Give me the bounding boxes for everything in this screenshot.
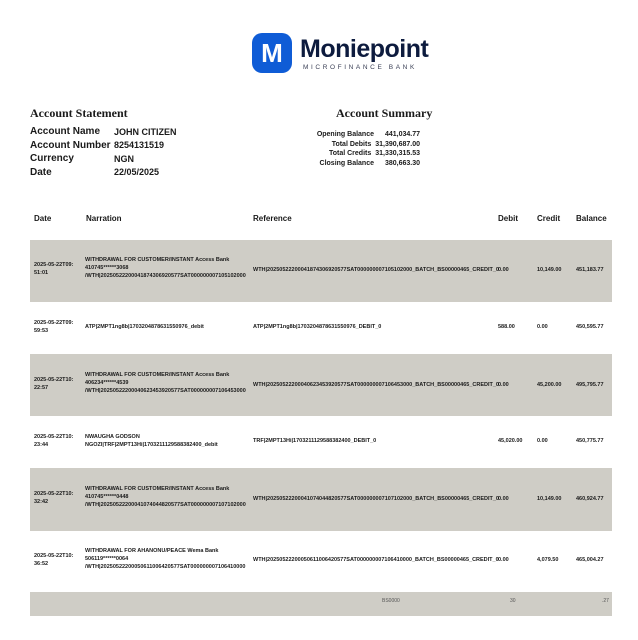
table-row (30, 531, 612, 591)
summary-value: 31,390,687.00 (375, 140, 420, 148)
row-narration: WITHDRAWAL FOR CUSTOMER/INSTANT Access Bank (85, 486, 230, 492)
row-narration: /WTH|20250522200041874306920577SAT000000007105102000 (85, 273, 246, 279)
table-row-partial (30, 592, 612, 616)
row-date: 2025-05-22T10: (34, 491, 74, 497)
account-statement-title: Account Statement (30, 106, 128, 120)
partial-debit: 30 (510, 598, 516, 604)
row-reference: WTH|20250522200040623453920577SAT000000007106453000_BATCH_BS00000465_CREDIT_0 (253, 382, 499, 388)
row-reference: WTH|20250522200050611006420577SAT000000007106410000_BATCH_BS00000465_CREDIT_0 (253, 557, 499, 563)
row-credit: 45,200.00 (537, 382, 562, 388)
row-debit: 0.00 (498, 267, 509, 273)
summary-label: Total Credits (328, 150, 372, 158)
header-date: Date (34, 214, 52, 223)
table-row (30, 240, 612, 302)
summary-row (300, 149, 420, 159)
summary-row (300, 159, 420, 169)
row-credit: 10,149.00 (537, 496, 562, 502)
info-label: Date (30, 166, 52, 178)
row-date: 2025-05-22T10: (34, 553, 74, 559)
logo-subtitle: MICROFINANCE BANK (303, 63, 417, 71)
row-date: 2025-05-22T10: (34, 377, 74, 383)
row-reference: WTH|20250522200041074044820577SAT000000007107102000_BATCH_BS00000465_CREDIT_0 (253, 496, 499, 502)
row-credit: 10,149.00 (537, 267, 562, 273)
row-time: 22:57 (34, 385, 49, 391)
row-narration: /WTH|20250522200040623453920577SAT000000007106453000 (85, 388, 246, 394)
row-narration: WITHDRAWAL FOR AHANONU/PEACE Wema Bank (85, 548, 219, 554)
account-number-row (30, 139, 177, 153)
row-debit: 0.00 (498, 496, 509, 502)
summary-row (300, 130, 420, 140)
summary-value: 31,330,315.53 (375, 150, 420, 158)
info-value: JOHN CITIZEN (114, 126, 177, 137)
header-debit: Debit (498, 214, 518, 223)
row-time: 36:52 (34, 561, 49, 567)
summary-label: Closing Balance (319, 159, 374, 167)
row-date: 2025-05-22T09: (34, 262, 74, 268)
row-narration: ATP|2MPT1ng8b|1703204878631550976_debit (85, 324, 204, 330)
table-row (30, 416, 612, 468)
table-row (30, 468, 612, 531)
logo-name: Moniepoint (300, 34, 429, 63)
info-label: Currency (30, 153, 74, 165)
summary-value: 380,663.30 (384, 159, 420, 167)
row-balance: 451,183.77 (576, 267, 604, 273)
partial-ref: BS0000 (382, 598, 400, 604)
row-time: 59:53 (34, 328, 49, 334)
table-row (30, 354, 612, 416)
partial-balance: .27 (602, 598, 609, 604)
moniepoint-logo (252, 31, 428, 75)
row-time: 51:01 (34, 270, 49, 276)
row-narration: 410745******3068 (85, 265, 129, 271)
row-reference: TRF|2MPT13Hi|1703211129588382400_DEBIT_0 (253, 438, 377, 444)
row-time: 23:44 (34, 442, 49, 448)
header-narration: Narration (86, 214, 122, 223)
row-reference: WTH|20250522200041874306920577SAT000000007105102000_BATCH_BS00000465_CREDIT_0 (253, 267, 499, 273)
row-debit: 0.00 (498, 557, 509, 563)
header-reference: Reference (253, 214, 292, 223)
summary-label: Total Debits (331, 140, 372, 148)
row-narration: /WTH|20250522200050611006420577SAT000000007106410000 (85, 564, 246, 570)
row-narration: WITHDRAWAL FOR CUSTOMER/INSTANT Access Bank (85, 257, 230, 263)
row-narration: 406234******4539 (85, 380, 129, 386)
info-label: Account Name (30, 126, 101, 138)
row-debit: 45,020.00 (498, 438, 523, 444)
row-narration: NGOZI|TRF|2MPT13Hi|1703211129588382400_debit (85, 442, 218, 448)
row-balance: 450,775.77 (576, 438, 604, 444)
row-narration: WITHDRAWAL FOR CUSTOMER/INSTANT Access Bank (85, 372, 230, 378)
table-row (30, 302, 612, 354)
summary-value: 441,034.77 (384, 131, 420, 139)
row-time: 32:42 (34, 499, 49, 505)
currency-row (30, 152, 177, 166)
row-balance: 450,595.77 (576, 324, 604, 330)
row-credit: 0.00 (537, 324, 548, 330)
row-date: 2025-05-22T09: (34, 320, 74, 326)
row-narration: /WTH|20250522200041074044820577SAT000000007107102000 (85, 502, 246, 508)
row-balance: 465,004.27 (576, 557, 604, 563)
row-credit: 4,079.50 (537, 557, 559, 563)
row-date: 2025-05-22T10: (34, 434, 74, 440)
header-balance: Balance (576, 214, 607, 223)
account-name-row (30, 125, 177, 139)
summary-label: Opening Balance (316, 131, 374, 139)
row-credit: 0.00 (537, 438, 548, 444)
summary-row (300, 140, 420, 150)
logo-mark-icon: M (252, 33, 292, 73)
row-reference: ATP|2MPT1ng8b|1703204878631550976_DEBIT_0 (253, 324, 382, 330)
row-balance: 495,795.77 (576, 382, 604, 388)
info-label: Account Number (30, 139, 111, 151)
row-narration: 410745******0448 (85, 494, 129, 500)
info-value: 22/05/2025 (114, 167, 160, 178)
row-narration: 506119******0064 (85, 556, 129, 562)
account-summary-title: Account Summary (336, 106, 433, 120)
info-value: 8254131519 (114, 140, 165, 151)
row-balance: 460,924.77 (576, 496, 604, 502)
info-value: NGN (114, 153, 134, 164)
row-narration: NWAUGHA GODSON (85, 434, 140, 440)
table-header (0, 212, 638, 226)
date-row (30, 166, 177, 180)
account-summary (300, 130, 420, 168)
row-debit: 588.00 (498, 324, 515, 330)
header-credit: Credit (537, 214, 561, 223)
row-debit: 0.00 (498, 382, 509, 388)
account-info (30, 125, 177, 179)
